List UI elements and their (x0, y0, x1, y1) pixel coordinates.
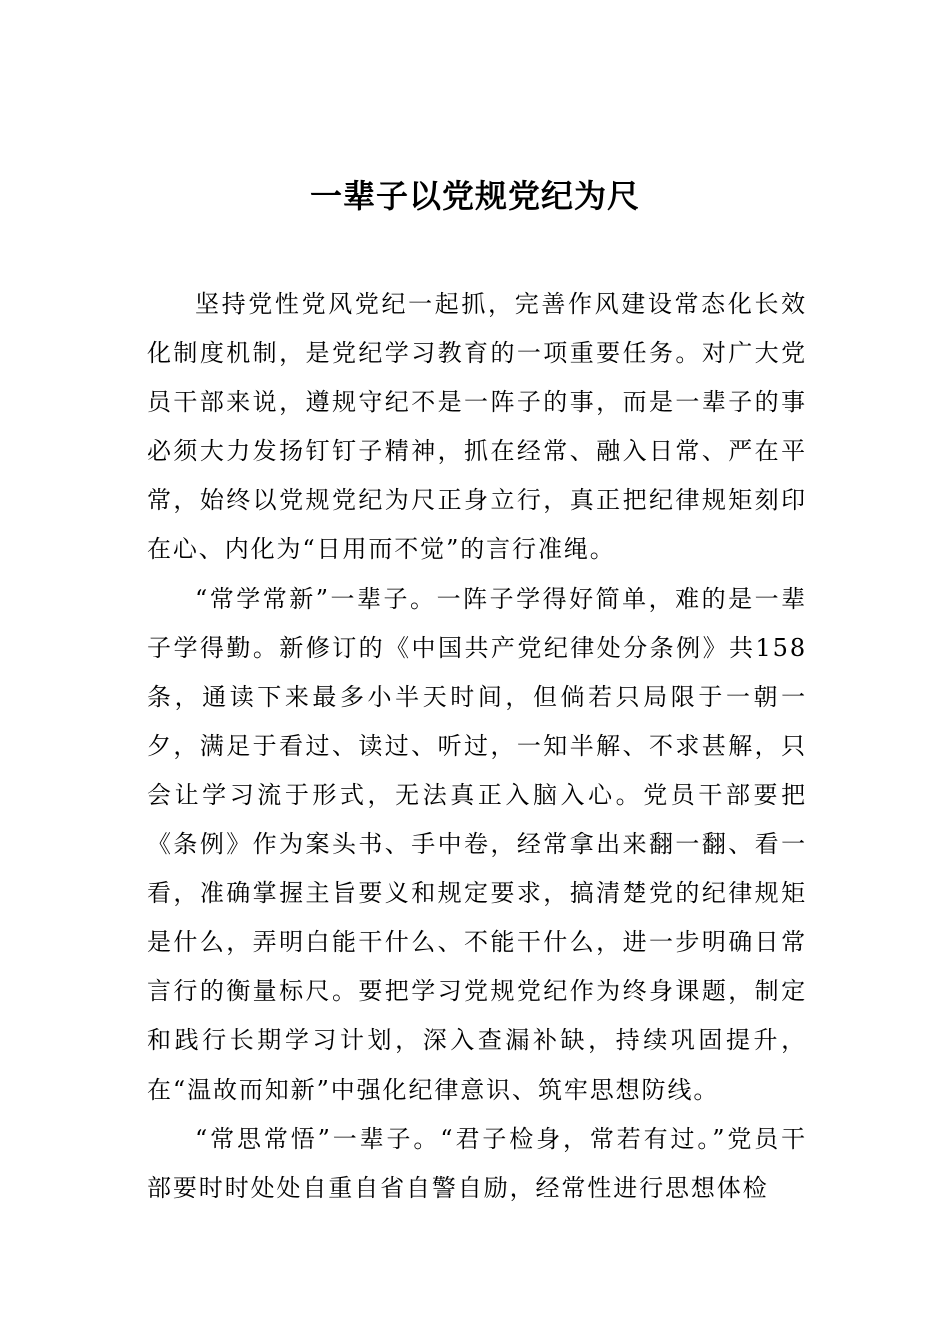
paragraph-2: “常学常新”一辈子。一阵子学得好简单，难的是一辈子学得勤。新修订的《中国共产党纪律处分条例》共158条，通读下来最多小半天时间，但倘若只局限于一朝一夕，满足于看过、读过、听过，一知半解、不求甚解，只会让学习流于形式，无法真正入脑入心。党员干部要把《条例》作为案头书、手中卷，经常拿出来翻一翻、看一看，准确掌握主旨要义和规定要求，搞清楚党的纪律规矩是什么，弄明白能干什么、不能干什么，进一步明确日常言行的衡量标尺。要把学习党规党纪作为终身课题，制定和践行长期学习计划，深入查漏补缺，持续巩固提升，在“温故而知新”中强化纪律意识、筑牢思想防线。 (147, 584, 807, 1104)
paragraph-3: “常思常悟”一辈子。“君子检身，常若有过。”党员干部要时时处处自重自省自警自励，经常性进行思想体检 (147, 1124, 807, 1202)
document-body (147, 280, 807, 1213)
paragraph-1: 坚持党性党风党纪一起抓，完善作风建设常态化长效化制度机制，是党纪学习教育的一项重要任务。对广大党员干部来说，遵规守纪不是一阵子的事，而是一辈子的事必须大力发扬钉钉子精神，抓在经常、融入日常、严在平常，始终以党规党纪为尺正身立行，真正把纪律规矩刻印在心、内化为“日用而不觉”的言行准绳。 (147, 290, 807, 564)
document-title: 一辈子以党规党纪为尺 (309, 177, 640, 215)
